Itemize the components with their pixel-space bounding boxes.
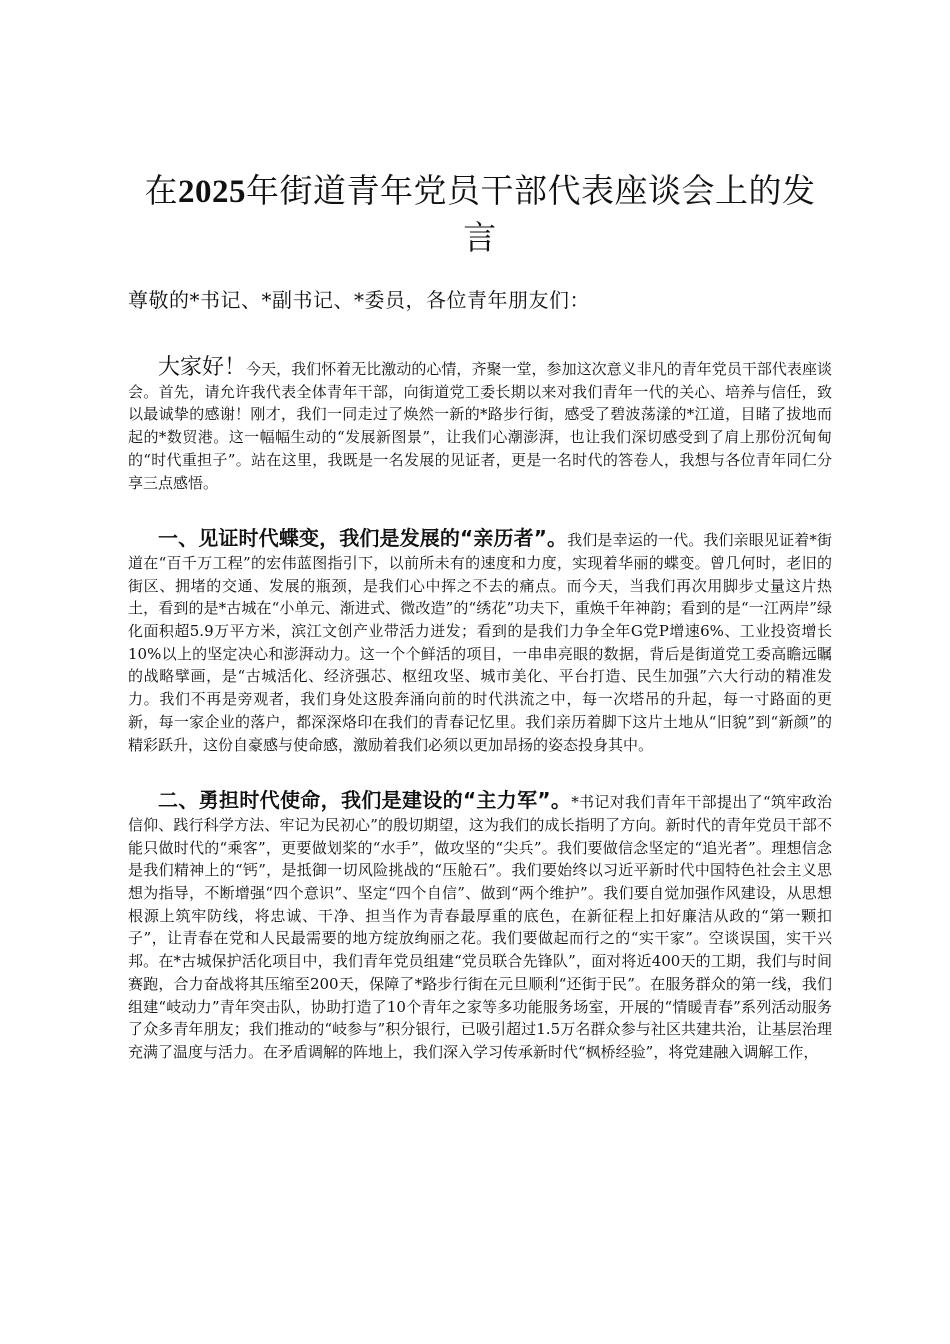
title-before-year: 在 [144,171,178,210]
intro-paragraph [128,357,832,494]
section-2-text: *书记对我们青年干部提出了“筑牢政治信仰、践行科学方法、牢记为民初心”的殷切期望，这为我们的成长指明了方向。新时代的青年党员干部不能只做时代的“乘客”，更要做划桨的“水手”，做攻坚的“尖兵”。我们要做信念坚定的“追光者”。理想信念是我们精神上的“钙”，是抵御一切风险挑战的“压舱石”。我们要始终以习近平新时代中国特色社会主义思想为指导，不断增强“四个意识”、坚定“四个自信”、做到“两个维护”。我们要自觉加强作风建设，从思想根源上筑牢防线，将忠诚、干净、担当作为青春最厚重的底色，在新征程上扣好廉洁从政的“第一颗扣子”，让青春在党和人民最需要的地方绽放绚丽之花。我们要做起而行之的“实干家”。空谈误国，实干兴邦。在*古城保护活化项目中，我们青年党员组建“党员联合先锋队”，面对将近400天的工期，我们与时间赛跑，合力奋战将其压缩至200天，保障了*路步行街在元旦顺利“还街于民”。在服务群众的第一线，我们组建“岐动力”青年突击队，协助打造了10个青年之家等多功能服务场室，开展的“情暖青春”系列活动服务了众多青年朋友；我们推动的“岐参与”积分银行，已吸引超过1.5万名群众参与社区共建共治，让基层治理充满了温度与活力。在矛盾调解的阵地上，我们深入学习传承新时代“枫桥经验”，将党建融入调解工作， [128,793,832,1061]
section-1-paragraph [128,527,832,756]
document-page [128,168,832,1064]
title-year: 2025 [178,174,246,210]
intro-text: 今天，我们怀着无比激动的心情，齐聚一堂，参加这次意义非凡的青年党员干部代表座谈会。首先，请允许我代表全体青年干部，向街道党工委长期以来对我们青年一代的关心、培养与信任，致以最诚挚的感谢！刚才，我们一同走过了焕然一新的*路步行街，感受了碧波荡漾的*江道，目睹了拔地而起的*数贸港。这一幅幅生动的“发展新图景”，让我们心潮澎湃，也让我们深切感受到了肩上那份沉甸甸的“时代重担子”。站在这里，我既是一名发展的见证者，更是一名时代的答卷人，我想与各位青年同仁分享三点感悟。 [128,360,832,492]
section-1-heading: 一、见证时代蝶变，我们是发展的“亲历者”。 [158,526,568,551]
section-2-heading: 二、勇担时代使命，我们是建设的“主力军”。 [158,788,572,813]
section-1-text: 我们是幸运的一代。我们亲眼见证着*街道在“百千万工程”的宏伟蓝图指引下，以前所未有的速度和力度，实现着华丽的蝶变。曾几何时，老旧的街区、拥堵的交通、发展的瓶颈，是我们心中挥之不去的痛点。而今天，当我们再次用脚步丈量这片热土，看到的是*古城在“小单元、渐进式、微改造”的“绣花”功夫下，重焕千年神韵；看到的是“一江两岸”绿化面积超5.9万平方米，滨江文创产业带活力迸发；看到的是我们力争全年G党P增速6%、工业投资增长10%以上的坚定决心和澎湃动力。这一个个鲜活的项目，一串串亮眼的数据，背后是街道党工委高瞻远瞩的战略擘画，是“古城活化、经济强芯、枢纽攻坚、城市美化、平台打造、民生加强”六大行动的精准发力。我们不再是旁观者，我们身处这股奔涌向前的时代洪流之中，每一次塔吊的升起，每一寸路面的更新，每一家企业的落户，都深深烙印在我们的青春记忆里。我们亲历着脚下这片土地从“旧貌”到“新颜”的精彩跃升，这份自豪感与使命感，激励着我们必须以更加昂扬的姿态投身其中。 [128,531,832,754]
document-title [128,168,832,261]
intro-lead: 大家好！ [158,355,247,380]
salutation: 尊敬的*书记、*副书记、*委员，各位青年朋友们： [128,288,590,312]
title-after-year: 年街道青年党员干部代表座谈会上的发言 [246,171,816,257]
section-2-paragraph [128,789,832,1063]
